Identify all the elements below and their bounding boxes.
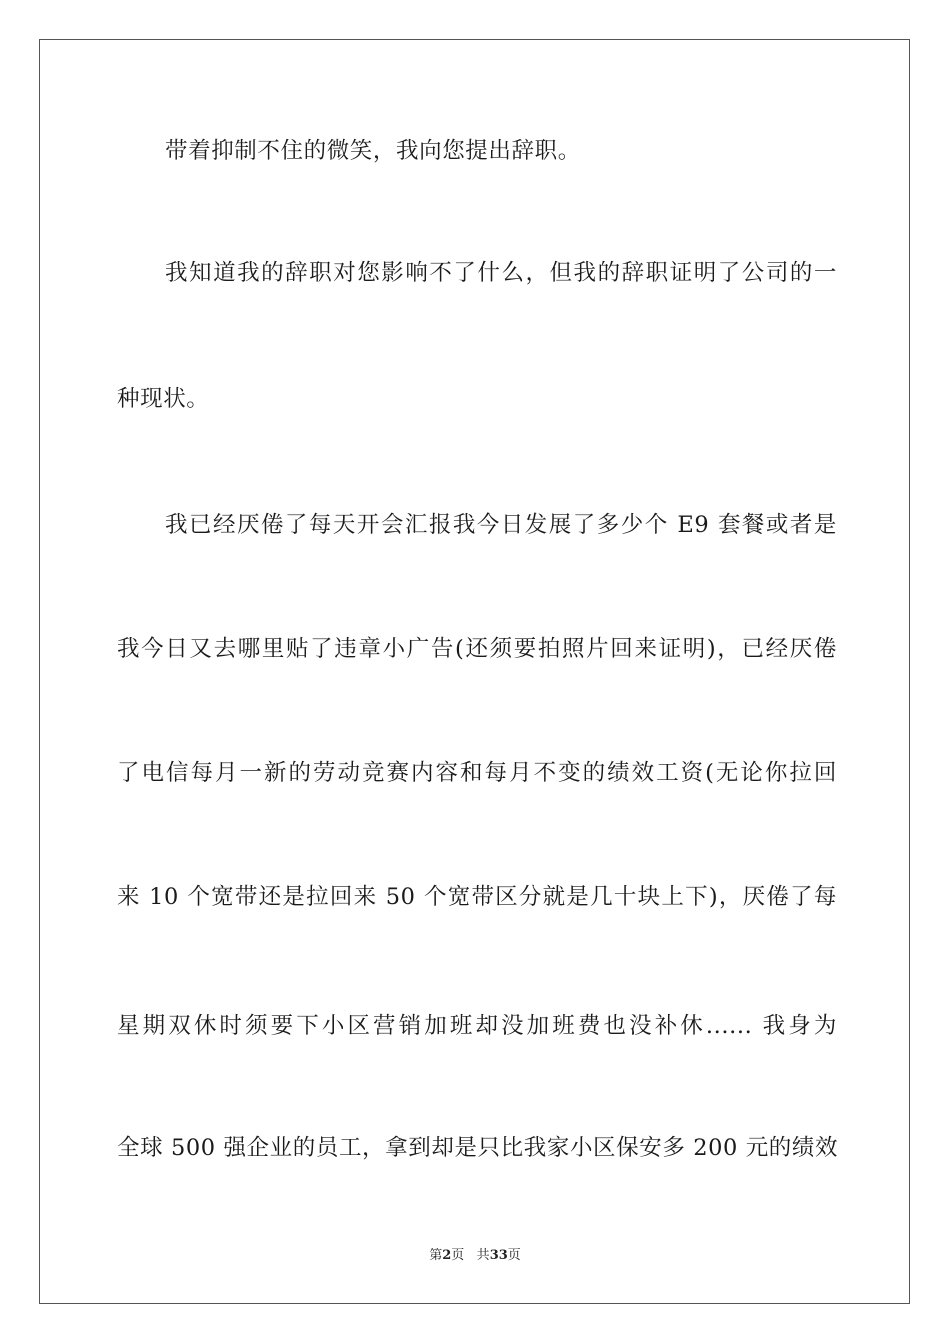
paragraph-line: 种现状。 [117, 386, 210, 412]
page-label-prefix: 第 [429, 1248, 443, 1263]
total-label-suffix: 页 [507, 1248, 521, 1263]
page-border [39, 39, 910, 1304]
page-label-suffix: 页 [451, 1248, 465, 1263]
current-page-number: 2 [442, 1248, 452, 1263]
paragraph-line: 我今日又去哪里贴了违章小广告(还须要拍照片回来证明)，已经厌倦 [117, 636, 837, 662]
paragraph-line: 了电信每月一新的劳动竞赛内容和每月不变的绩效工资(无论你拉回 [117, 760, 837, 786]
total-page-count: 33 [489, 1248, 508, 1263]
paragraph-line: 全球 500 强企业的员工，拿到却是只比我家小区保安多 200 元的绩效 [117, 1135, 839, 1161]
paragraph-line: 星期双休时须要下小区营销加班却没加班费也没补休...... 我身为 [117, 1013, 837, 1039]
paragraph-line: 来 10 个宽带还是拉回来 50 个宽带区分就是几十块上下)，厌倦了每 [117, 884, 837, 910]
paragraph-line: 我知道我的辞职对您影响不了什么，但我的辞职证明了公司的一 [165, 260, 837, 286]
paragraph-line: 我已经厌倦了每天开会汇报我今日发展了多少个 E9 套餐或者是 [165, 512, 837, 538]
paragraph-line: 带着抑制不住的微笑，我向您提出辞职。 [165, 138, 581, 164]
page-footer [0, 1247, 950, 1265]
total-label-prefix: 共 [476, 1248, 490, 1263]
